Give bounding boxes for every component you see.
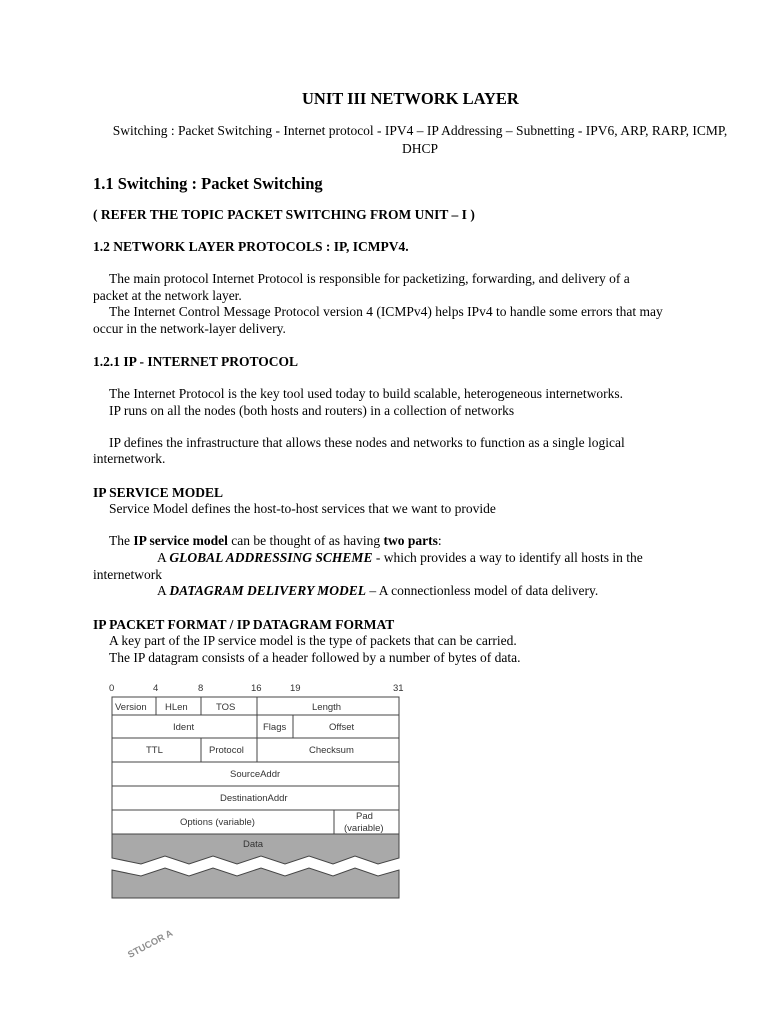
bit-label: 16 (251, 683, 262, 694)
unit-topics: Switching : Packet Switching - Internet protocol - IPV4 – IP Addressing – Subnetting - IPV6, ARP, RARP, ICMP, DHCP (112, 123, 728, 156)
list-item: A DATAGRAM DELIVERY MODEL – A connectionless model of data delivery. (157, 583, 599, 598)
field-protocol: Protocol (209, 745, 244, 756)
bit-label: 4 (153, 683, 159, 694)
paragraph: internetwork. (93, 451, 166, 466)
watermark: STUCOR A (126, 927, 175, 961)
paragraph: Service Model defines the host-to-host services that we want to provide (109, 501, 496, 516)
list-item-continuation: internetwork (93, 567, 162, 582)
section-1-2-1-heading: 1.2.1 IP - INTERNET PROTOCOL (93, 354, 299, 369)
section-1-1-heading: 1.1 Switching : Packet Switching (93, 174, 323, 193)
field-data: Data (243, 839, 264, 850)
data-region-continued (112, 868, 399, 898)
field-options: Options (variable) (180, 817, 255, 828)
field-offset: Offset (329, 722, 355, 733)
paragraph: packet at the network layer. (93, 288, 242, 303)
list-item: A GLOBAL ADDRESSING SCHEME - which provides a way to identify all hosts in the (157, 550, 643, 565)
field-flags: Flags (263, 722, 287, 733)
bit-label: 19 (290, 683, 301, 694)
paragraph: The Internet Control Message Protocol version 4 (ICMPv4) helps IPv4 to handle some errors that may (109, 304, 663, 319)
field-checksum: Checksum (309, 745, 354, 756)
field-source-addr: SourceAddr (230, 769, 281, 780)
paragraph: The IP datagram consists of a header followed by a number of bytes of data. (109, 650, 521, 665)
paragraph: The main protocol Internet Protocol is responsible for packetizing, forwarding, and delivery of a (109, 271, 630, 286)
paragraph: A key part of the IP service model is the type of packets that can be carried. (109, 633, 517, 648)
section-1-2-heading: 1.2 NETWORK LAYER PROTOCOLS : IP, ICMPV4. (93, 239, 409, 254)
bit-label: 0 (109, 683, 115, 694)
paragraph: The Internet Protocol is the key tool used today to build scalable, heterogeneous internetworks. (109, 386, 623, 401)
paragraph: The IP service model can be thought of as having two parts: (109, 533, 442, 548)
field-ttl: TTL (146, 745, 163, 756)
page-title: UNIT III NETWORK LAYER (302, 89, 519, 108)
field-hlen: HLen (165, 702, 188, 713)
ip-datagram-diagram (93, 680, 423, 961)
field-ident: Ident (173, 722, 195, 733)
bit-label: 31 (393, 683, 404, 694)
paragraph: occur in the network-layer delivery. (93, 321, 286, 336)
field-destination-addr: DestinationAddr (220, 793, 288, 804)
paragraph: IP defines the infrastructure that allows these nodes and networks to function as a single logical (109, 435, 625, 450)
field-pad: Pad (356, 811, 373, 822)
field-version: Version (115, 702, 147, 713)
packet-format-heading: IP PACKET FORMAT / IP DATAGRAM FORMAT (93, 617, 395, 632)
section-1-1-note: ( REFER THE TOPIC PACKET SWITCHING FROM UNIT – I ) (93, 207, 475, 222)
bit-label: 8 (198, 683, 204, 694)
service-model-heading: IP SERVICE MODEL (93, 485, 224, 500)
field-length: Length (312, 702, 342, 713)
paragraph: IP runs on all the nodes (both hosts and routers) in a collection of networks (109, 403, 515, 418)
ip-header-svg (93, 680, 423, 961)
field-tos: TOS (216, 702, 236, 713)
field-pad-variable: (variable) (344, 823, 384, 834)
